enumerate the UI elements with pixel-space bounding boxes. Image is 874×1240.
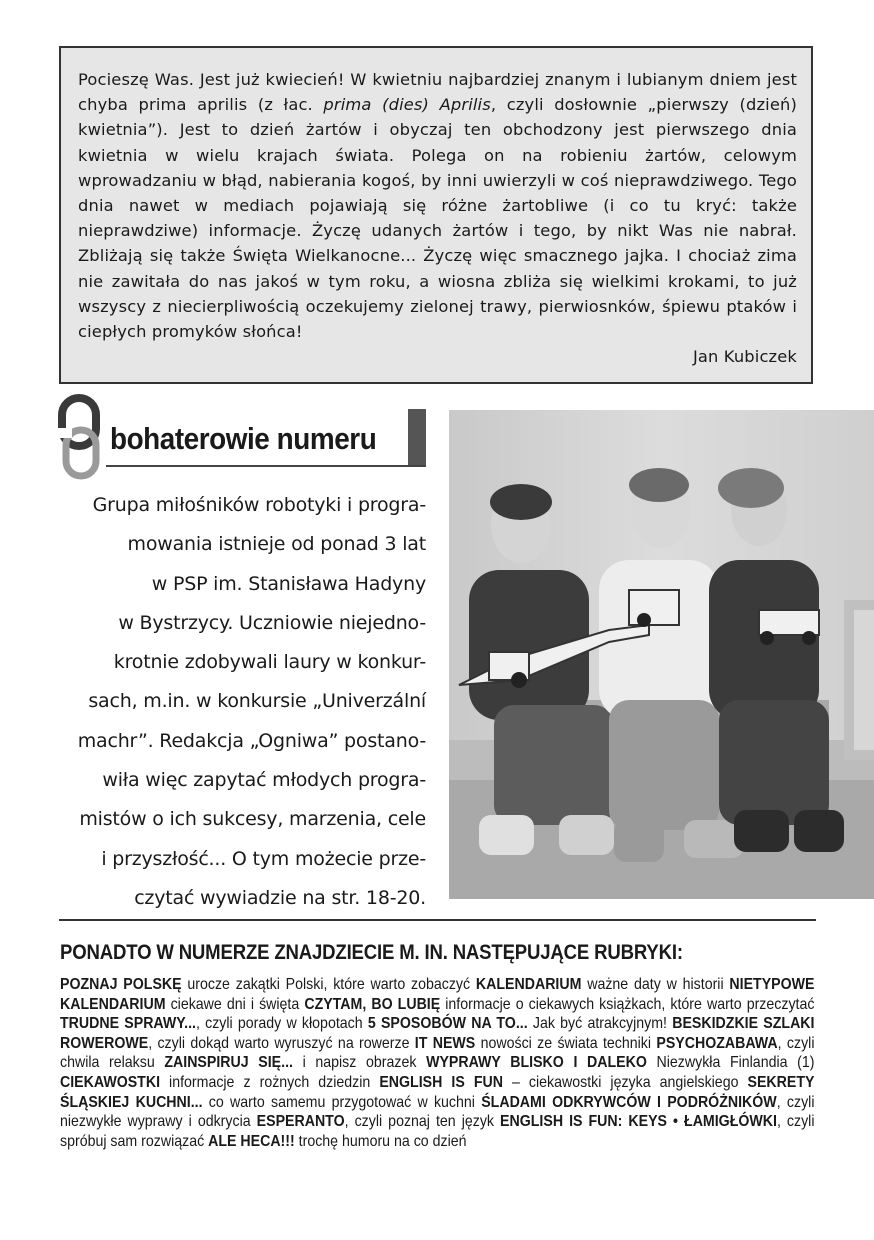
story-line: mistów o ich sukcesy, marzenia, cele <box>79 808 426 831</box>
rubric-desc: , czyli dokąd warto wyruszyć na rowerze <box>148 1034 415 1052</box>
section-divider <box>59 919 816 921</box>
rubric-name: ŚLADAMI ODKRYWCÓW I PODRÓŻNIKÓW <box>481 1093 777 1111</box>
story-line: krotnie zdobywali laury w konkur- <box>113 651 426 674</box>
rubric-desc: trochę humoru na co dzień <box>294 1132 467 1150</box>
rubric-desc: informacje o ciekawych książkach, które warto przeczytać <box>440 995 815 1013</box>
rubric-desc: nowości ze świata techniki <box>475 1034 657 1052</box>
rubric-name: WYPRAWY BLISKO I DALEKO <box>426 1054 647 1072</box>
story-line: Grupa miłośników robotyki i progra- <box>92 494 426 516</box>
rubric-desc: Jak być atrakcyjnym! <box>527 1015 673 1033</box>
rubric-desc: , czyli spróbuj sam rozwiązać <box>60 1113 815 1150</box>
rubric-desc: – ciekawostki języka angielskiego <box>502 1073 748 1091</box>
rubric-name: TRUDNE SPRAWY... <box>60 1015 196 1033</box>
story-line: sach, m.in. w konkursie „Univerzální <box>88 690 426 713</box>
rubric-name: POZNAJ POLSKĘ <box>60 976 182 993</box>
rubric-desc: , czyli chwila relaksu <box>60 1034 815 1072</box>
group-photo-illustration <box>449 410 874 899</box>
story-line: mowania istnieje od ponad 3 lat <box>127 533 426 556</box>
rubric-name: ALE HECA!!! <box>208 1132 295 1150</box>
intro-paragraph <box>78 67 797 344</box>
chain-link-logo-icon <box>58 394 102 482</box>
rubric-name: NIETYPOWE KALENDARIUM <box>60 976 815 1013</box>
rubric-name: ENGLISH IS FUN: KEYS • ŁAMIGŁÓWKI <box>500 1113 777 1131</box>
rubric-desc: informacje z rożnych dziedzin <box>160 1073 380 1091</box>
section-heading-box <box>106 409 426 467</box>
rubric-desc: ważne daty w historii <box>581 976 730 993</box>
rubric-name: KALENDARIUM <box>475 976 582 993</box>
rubric-name: IT NEWS <box>414 1034 476 1052</box>
rubric-desc: urocze zakątki Polski, które warto zobaczyć <box>181 976 476 993</box>
rubric-name: SEKRETY ŚLĄSKIEJ KUCHNI... <box>60 1073 815 1111</box>
story-text <box>58 486 426 918</box>
rubric-desc: , czyli niezwykłe wyprawy i odkrycia <box>60 1093 815 1131</box>
rubric-name: ENGLISH IS FUN <box>379 1073 503 1091</box>
intro-box <box>59 46 813 384</box>
rubric-name: ZAINSPIRUJ SIĘ... <box>164 1054 293 1072</box>
intro-text-1: Pocieszę Was. Jest już kwiecień! W kwietniu najbardziej znanym i lubianym dniem jest chyba prima aprilis (z łac. <box>78 70 797 115</box>
rubric-desc: i napisz obrazek <box>292 1054 427 1072</box>
rubrics-title: PONADTO W NUMERZE ZNAJDZIECIE M. IN. NASTĘPUJĄCE RUBRYKI: <box>60 941 683 964</box>
rubric-name: BESKIDZKIE SZLAKI ROWEROWE <box>60 1015 815 1052</box>
story-line: wiła więc zapytać młodych progra- <box>102 769 426 792</box>
intro-signature: Jan Kubiczek <box>692 347 797 367</box>
rubric-name: CZYTAM, BO LUBIĘ <box>304 995 441 1013</box>
story-line: w PSP im. Stanisława Hadyny <box>151 572 426 595</box>
rubric-name: ESPERANTO <box>256 1113 345 1131</box>
section-title: bohaterowie numeru <box>110 421 377 456</box>
story-line: machr”. Redakcja „Ogniwa” postano- <box>77 729 426 752</box>
story-line: w Bystrzycy. Uczniowie niejedno- <box>118 611 426 634</box>
group-photo <box>449 410 874 899</box>
rubric-name: PSYCHOZABAWA <box>656 1034 778 1052</box>
section-header <box>58 394 428 484</box>
rubric-name: CIEKAWOSTKI <box>60 1073 161 1091</box>
intro-text-2: , czyli dosłownie „pierwszy (dzień) kwietnia”). Jest to dzień żartów i obyczaj ten obchodzony jest pierwszego dnia kwietnia w wielu krajach świata. Polega on na robieniu żartów, celowym wprowadzaniu w błąd, nabierania kogoś, by inni uwierzyli w coś nieprawdziwego. Tego dnia nawet w mediach pojawiają się różne żartobliwe (i co tu kryć: także nieprawdziwe) informacje. Życzę udanych żartów i tego, by nikt Was nie nabrał. Zbliżają się także Święta Wielkanocne... Życzę więc smacznego jajka. I chociaż zima nie zawitała do nas jakoś w tym roku, a wiosna zbliża się wielkimi krokami, to już wszyscy z niecierpliwością oczekujemy zielonej trawy, pierwiosnków, śpiewu ptaków i ciepłych promyków słońca! <box>78 95 797 342</box>
heading-accent-bar <box>408 409 426 465</box>
story-line: czytać wywiadzie na str. 18-20. <box>134 886 426 909</box>
intro-latin: prima (dies) Aprilis <box>323 95 491 115</box>
story-line: i przyszłość... O tym możecie prze- <box>101 847 426 870</box>
rubrics-list <box>60 975 814 1151</box>
rubric-desc: ciekawe dni i święta <box>165 995 305 1013</box>
rubric-name: 5 SPOSOBÓW NA TO... <box>367 1015 528 1033</box>
rubric-desc: , czyli poznaj ten język <box>344 1113 501 1131</box>
rubric-desc: Niezwykła Finlandia (1) <box>646 1054 815 1072</box>
rubric-desc: , czyli porady w kłopotach <box>195 1015 368 1033</box>
rubric-desc: co warto samemu przygotować w kuchni <box>202 1093 482 1111</box>
